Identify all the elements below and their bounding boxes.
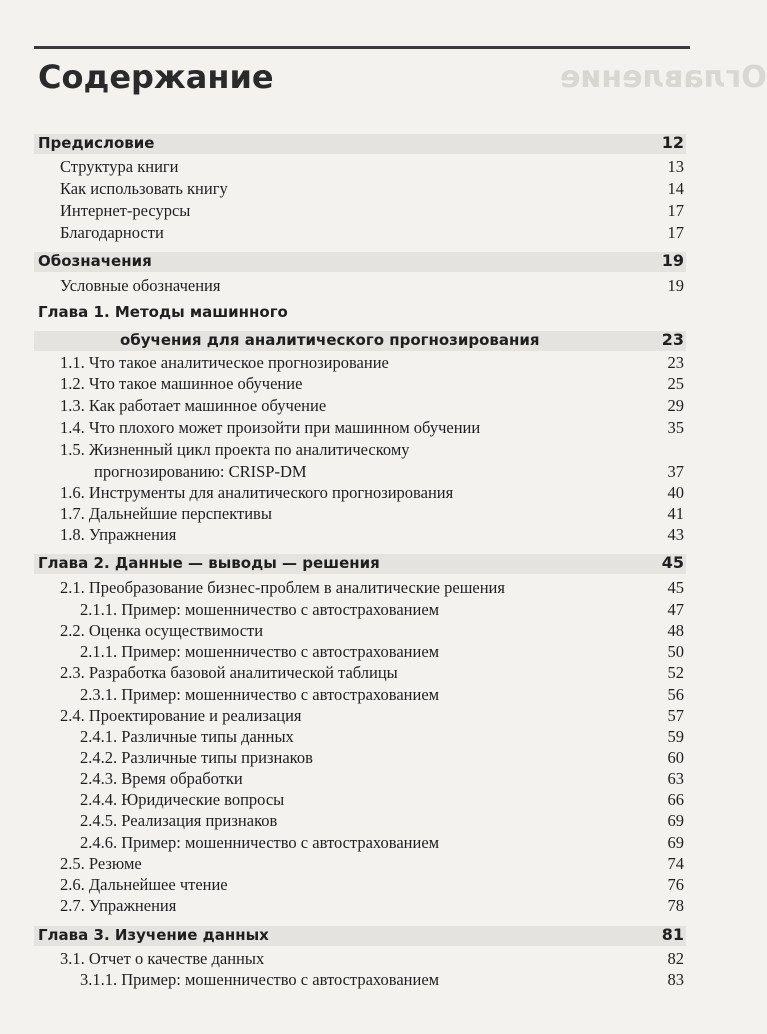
toc-entry-label: 2.4.2. Различные типы признаков bbox=[80, 748, 313, 767]
toc-entry-row[interactable] bbox=[80, 769, 684, 789]
toc-entry-label: обучения для аналитического прогнозирования bbox=[120, 331, 540, 349]
toc-entry-label: 2.4. Проектирование и реализация bbox=[60, 706, 302, 725]
toc-entry-row[interactable] bbox=[60, 483, 684, 503]
toc-entry-row[interactable] bbox=[80, 685, 684, 705]
toc-page-number: 17 bbox=[667, 201, 684, 220]
toc-entry-label: 3.1. Отчет о качестве данных bbox=[60, 949, 265, 968]
toc-entry-label: 2.1. Преобразование бизнес-проблем в аналитические решения bbox=[60, 578, 505, 597]
toc-page-number: 56 bbox=[667, 685, 684, 704]
toc-entry-row[interactable] bbox=[80, 642, 684, 662]
toc-entry-label: Глава 1. Методы машинного bbox=[38, 303, 288, 321]
toc-page-number: 48 bbox=[667, 621, 684, 640]
toc-entry-row[interactable] bbox=[60, 440, 684, 460]
toc-entry-label: Глава 2. Данные — выводы — решения bbox=[38, 554, 380, 572]
toc-page-number: 60 bbox=[667, 748, 684, 767]
toc-entry-row[interactable] bbox=[60, 504, 684, 524]
toc-page-number: 19 bbox=[661, 251, 684, 270]
toc-entry-label: Благодарности bbox=[60, 223, 164, 242]
toc-entry-row[interactable] bbox=[80, 600, 684, 620]
toc-entry-label: Условные обозначения bbox=[60, 276, 221, 295]
toc-entry-label: 1.3. Как работает машинное обучение bbox=[60, 396, 327, 415]
toc-entry-label: 2.7. Упражнения bbox=[60, 896, 177, 915]
toc-entry-label: Интернет-ресурсы bbox=[60, 201, 191, 220]
toc-page-number: 19 bbox=[667, 276, 684, 295]
toc-page-number: 50 bbox=[667, 642, 684, 661]
toc-entry-row[interactable] bbox=[80, 727, 684, 747]
toc-entry-row[interactable] bbox=[60, 706, 684, 726]
toc-chapter-row[interactable] bbox=[38, 925, 684, 944]
toc-entry-row[interactable] bbox=[60, 353, 684, 373]
toc-chapter-row[interactable] bbox=[38, 133, 684, 152]
toc-page-number: 82 bbox=[667, 949, 684, 968]
page-title: Содержание bbox=[38, 58, 274, 96]
toc-entry-row[interactable] bbox=[60, 875, 684, 895]
toc-entry-row[interactable] bbox=[60, 663, 684, 683]
toc-page-number: 78 bbox=[667, 896, 684, 915]
toc-entry-label: 2.6. Дальнейшее чтение bbox=[60, 875, 228, 894]
toc-entry-label: Обозначения bbox=[38, 252, 152, 270]
toc-entry-row[interactable] bbox=[80, 811, 684, 831]
toc-entry-label: 2.4.1. Различные типы данных bbox=[80, 727, 294, 746]
toc-entry-label: 2.1.1. Пример: мошенничество с автострахованием bbox=[80, 642, 440, 661]
toc-entry-row[interactable] bbox=[94, 462, 684, 482]
toc-page-number: 59 bbox=[667, 727, 684, 746]
toc-entry-label: Предисловие bbox=[38, 134, 155, 152]
toc-entry-row[interactable] bbox=[60, 396, 684, 416]
toc-entry-row[interactable] bbox=[60, 179, 684, 199]
toc-entry-row[interactable] bbox=[60, 223, 684, 243]
toc-entry-label: 1.8. Упражнения bbox=[60, 525, 177, 544]
toc-entry-row[interactable] bbox=[80, 748, 684, 768]
toc-chapter-row[interactable] bbox=[38, 251, 684, 270]
toc-entry-row[interactable] bbox=[60, 578, 684, 598]
toc-entry-row[interactable] bbox=[80, 833, 684, 853]
toc-page-number: 40 bbox=[667, 483, 684, 502]
toc-entry-row[interactable] bbox=[60, 201, 684, 221]
bleed-through-title: Оглавление bbox=[560, 60, 767, 95]
toc-entry-row[interactable] bbox=[60, 949, 684, 969]
toc-page-number: 57 bbox=[667, 706, 684, 725]
toc-entry-label: 1.7. Дальнейшие перспективы bbox=[60, 504, 272, 523]
toc-entry-label: 2.4.5. Реализация признаков bbox=[80, 811, 278, 830]
toc-page-number: 52 bbox=[667, 663, 684, 682]
toc-page-number: 66 bbox=[667, 790, 684, 809]
toc-page-number: 69 bbox=[667, 811, 684, 830]
toc-entry-label: 2.2. Оценка осуществимости bbox=[60, 621, 264, 640]
toc-entry-row[interactable] bbox=[60, 374, 684, 394]
toc-entry-label: Структура книги bbox=[60, 157, 179, 176]
toc-page-number: 47 bbox=[667, 600, 684, 619]
toc-page-number: 76 bbox=[667, 875, 684, 894]
toc-page-number: 35 bbox=[667, 418, 684, 437]
toc-page-number: 25 bbox=[667, 374, 684, 393]
toc-entry-row[interactable] bbox=[60, 525, 684, 545]
top-rule bbox=[34, 46, 690, 49]
toc-entry-label: 2.4.3. Время обработки bbox=[80, 769, 243, 788]
toc-page-number: 81 bbox=[661, 925, 684, 944]
toc-chapter-row[interactable] bbox=[38, 553, 684, 572]
toc-entry-label: 1.4. Что плохого может произойти при машинном обучении bbox=[60, 418, 481, 437]
toc-page-number: 43 bbox=[667, 525, 684, 544]
toc-page-number: 63 bbox=[667, 769, 684, 788]
toc-page-number: 37 bbox=[667, 462, 684, 481]
toc-entry-row[interactable] bbox=[80, 790, 684, 810]
toc-page-number: 13 bbox=[667, 157, 684, 176]
toc-entry-label: 1.1. Что такое аналитическое прогнозирование bbox=[60, 353, 389, 372]
toc-entry-label: 1.5. Жизненный цикл проекта по аналитическому bbox=[60, 440, 410, 459]
toc-entry-label: 2.3. Разработка базовой аналитической таблицы bbox=[60, 663, 398, 682]
toc-entry-label: 2.3.1. Пример: мошенничество с автострахованием bbox=[80, 685, 440, 704]
toc-page-number: 12 bbox=[661, 133, 684, 152]
toc-entry-label: 2.5. Резюме bbox=[60, 854, 142, 873]
toc-entry-label: 3.1.1. Пример: мошенничество с автострахованием bbox=[80, 970, 440, 989]
toc-page-number: 23 bbox=[667, 353, 684, 372]
toc-entry-row[interactable] bbox=[80, 970, 684, 990]
toc-entry-label: прогнозированию: CRISP-DM bbox=[94, 462, 307, 481]
toc-page-number: 83 bbox=[667, 970, 684, 989]
toc-entry-row[interactable] bbox=[60, 854, 684, 874]
toc-page-number: 74 bbox=[667, 854, 684, 873]
toc-entry-row[interactable] bbox=[60, 621, 684, 641]
toc-entry-label: Глава 3. Изучение данных bbox=[38, 926, 269, 944]
toc-entry-row[interactable] bbox=[60, 157, 684, 177]
toc-entry-label: 1.6. Инструменты для аналитического прогнозирования bbox=[60, 483, 454, 502]
toc-page-number: 14 bbox=[667, 179, 684, 198]
toc-page-number: 17 bbox=[667, 223, 684, 242]
toc-entry-label: 2.4.4. Юридические вопросы bbox=[80, 790, 285, 809]
toc-page-number: 29 bbox=[667, 396, 684, 415]
toc-entry-label: 1.2. Что такое машинное обучение bbox=[60, 374, 303, 393]
toc-page-number: 45 bbox=[667, 578, 684, 597]
toc-chapter-row[interactable] bbox=[38, 303, 684, 321]
toc-entry-label: 2.4.6. Пример: мошенничество с автострахованием bbox=[80, 833, 440, 852]
toc-page-number: 41 bbox=[667, 504, 684, 523]
toc-entry-row[interactable] bbox=[60, 276, 684, 296]
toc-entry-label: 2.1.1. Пример: мошенничество с автострахованием bbox=[80, 600, 440, 619]
toc-entry-row[interactable] bbox=[60, 418, 684, 438]
toc-entry-label: Как использовать книгу bbox=[60, 179, 228, 198]
toc-entry-row[interactable] bbox=[60, 896, 684, 916]
toc-page-number: 69 bbox=[667, 833, 684, 852]
toc-page-number: 23 bbox=[661, 330, 684, 349]
toc-page-number: 45 bbox=[661, 553, 684, 572]
toc-chapter-row[interactable] bbox=[120, 330, 684, 349]
